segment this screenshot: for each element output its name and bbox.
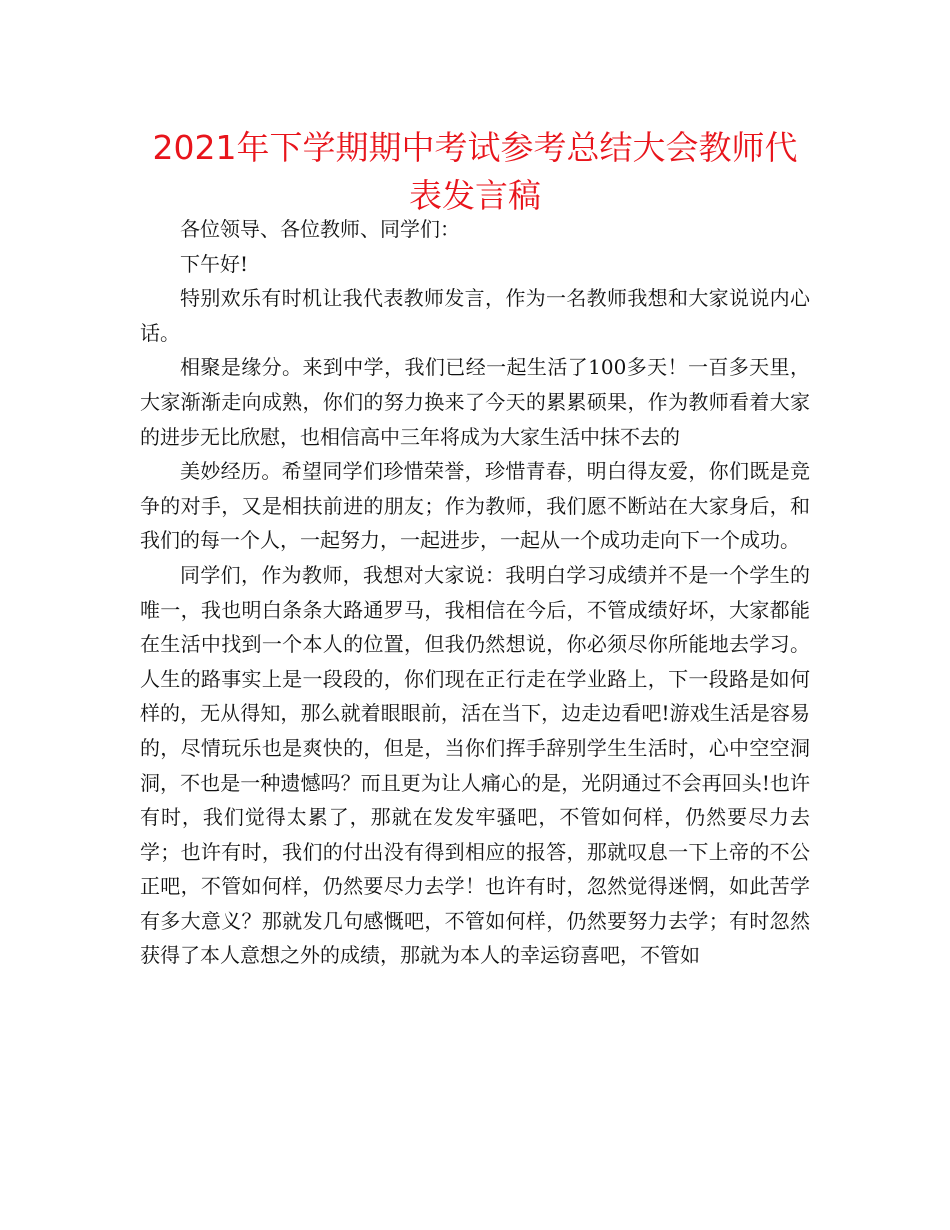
body-paragraph: 同学们，作为教师，我想对大家说：我明白学习成绩并不是一个学生的唯一，我也明白条条大路通罗马，我相信在今后，不管成绩好坏，大家都能在生活中找到一个本人的位置，但我仍然想说，你必须尽你所能地去学习。人生的路事实上是一段段的，你们现在正行走在学业路上，下一段路是如何样的，无从得知，那么就着眼眼前，活在当下，边走边看吧!游戏生活是容易的，尽情玩乐也是爽快的，但是，当你们挥手辞别学生生活时，心中空空洞洞，不也是一种遗憾吗？而且更为让人痛心的是，光阴通过不会再回头!也许有时，我们觉得太累了，那就在发发牢骚吧，不管如何样，仍然要尽力去学；也许有时，我们的付出没有得到相应的报答，那就叹息一下上帝的不公正吧，不管如何样，仍然要尽力去学！也许有时，忽然觉得迷惘，如此苦学有多大意义？那就发几句感慨吧，不管如何样，仍然要努力去学；有时忽然获得了本人意想之外的成绩，那就为本人的幸运窃喜吧，不管如 (140, 562, 810, 968)
body-paragraph: 特别欢乐有时机让我代表教师发言，作为一名教师我想和大家说说内心话。 (140, 286, 810, 345)
greeting-paragraph: 下午好! (180, 251, 249, 276)
document-title: 2021年下学期期中考试参考总结大会教师代表发言稿 (152, 128, 798, 215)
salutation-paragraph: 各位领导、各位教师、同学们： (180, 217, 460, 241)
body-paragraph: 美妙经历。希望同学们珍惜荣誉，珍惜青春，明白得友爱，你们既是竞争的对手，又是相扶前进的朋友；作为教师，我们愿不断站在大家身后，和我们的每一个人，一起努力，一起进步，一起从一个成功走向下一个成功。 (140, 459, 810, 553)
document-body (140, 212, 810, 973)
body-paragraph: 相聚是缘分。来到中学，我们已经一起生活了100多天！一百多天里，大家渐渐走向成熟，你们的努力换来了今天的累累硕果，作为教师看着大家的进步无比欣慰，也相信高中三年将成为大家生活中抹不去的 (140, 355, 810, 449)
